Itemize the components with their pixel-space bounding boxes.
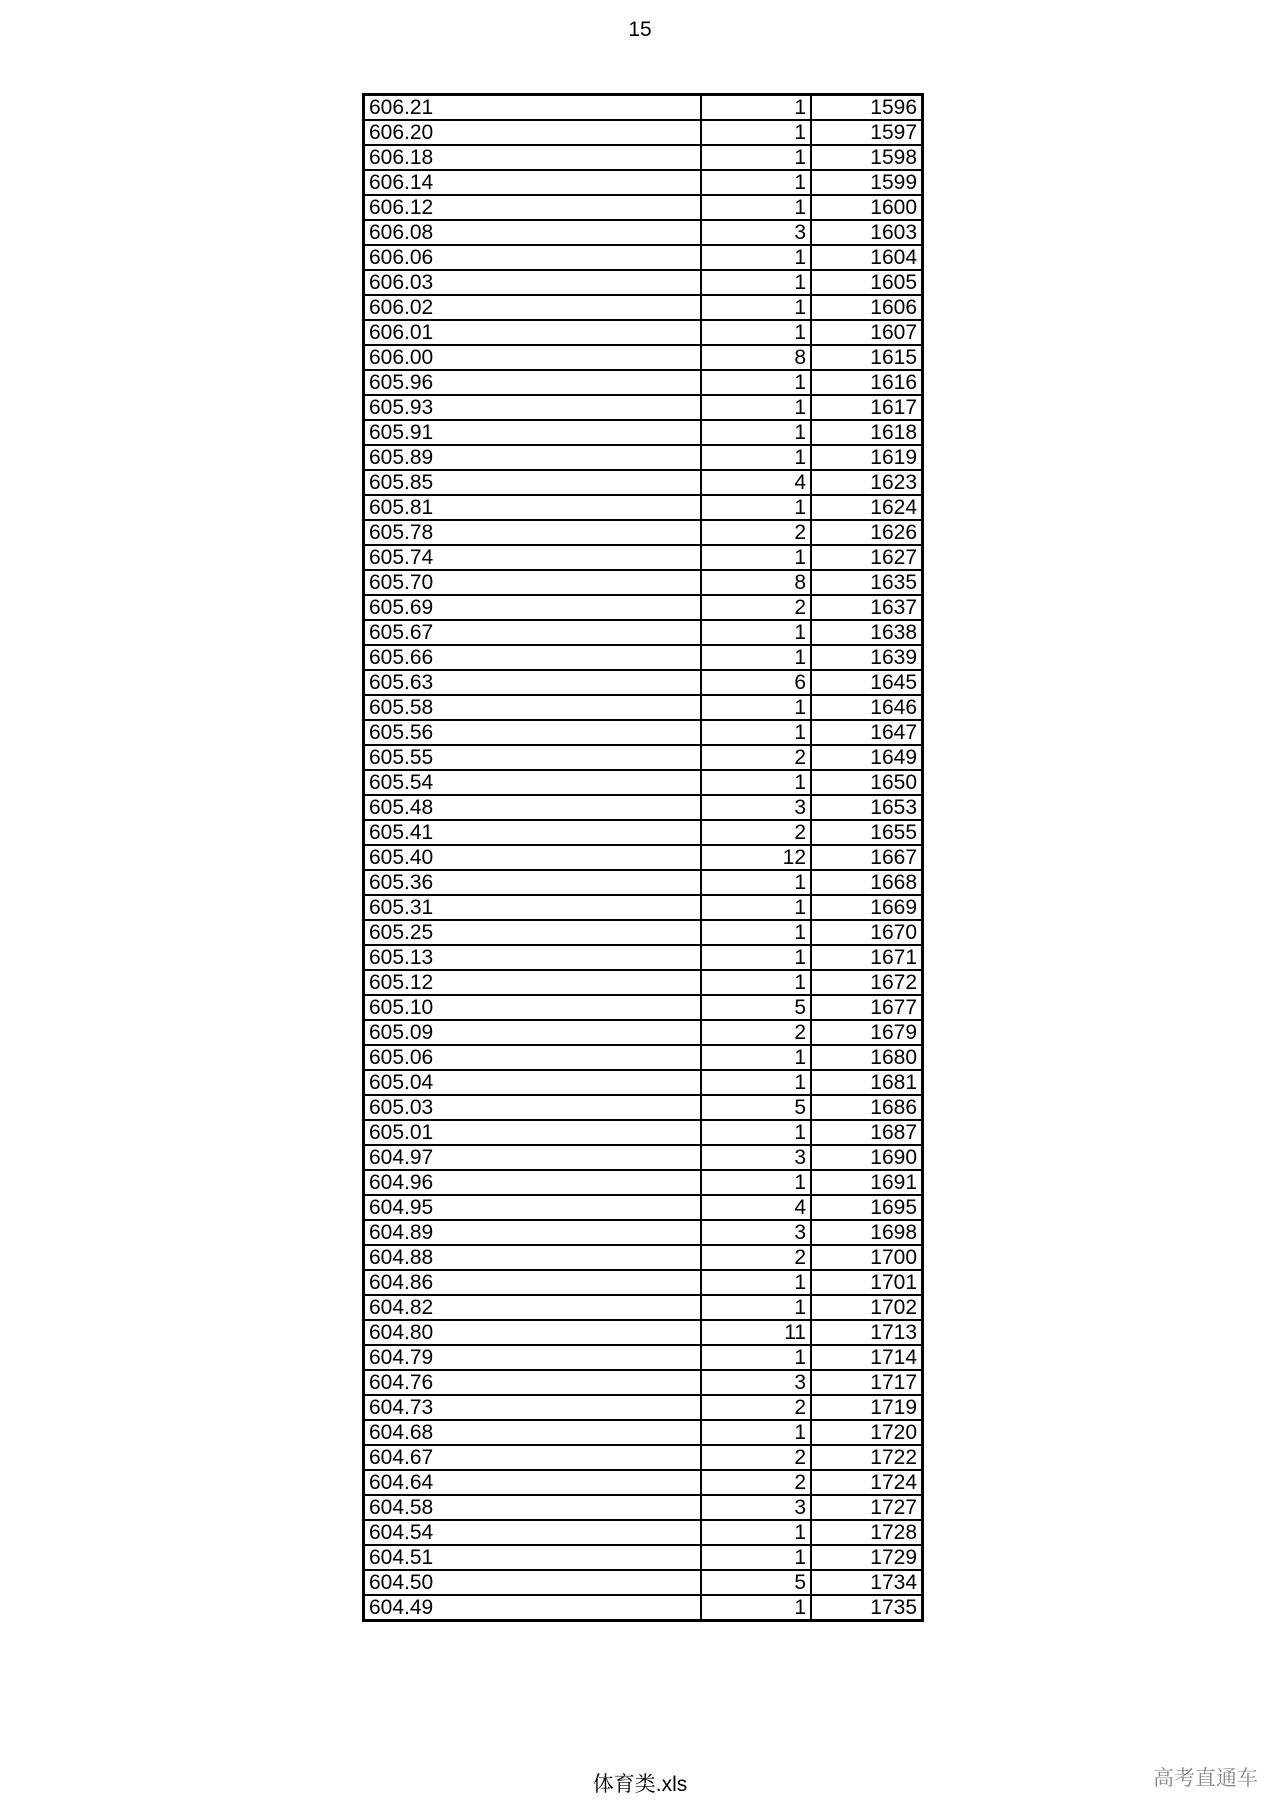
count-cell: 5 bbox=[701, 1095, 811, 1120]
table-row bbox=[364, 1495, 923, 1520]
score-cell: 605.69 bbox=[364, 595, 702, 620]
table-row bbox=[364, 445, 923, 470]
cumulative-cell: 1607 bbox=[811, 320, 923, 345]
count-cell: 1 bbox=[701, 920, 811, 945]
table-row bbox=[364, 1395, 923, 1420]
table-row bbox=[364, 945, 923, 970]
count-cell: 1 bbox=[701, 270, 811, 295]
table-row bbox=[364, 695, 923, 720]
score-cell: 605.41 bbox=[364, 820, 702, 845]
cumulative-cell: 1626 bbox=[811, 520, 923, 545]
count-cell: 3 bbox=[701, 1145, 811, 1170]
cumulative-cell: 1604 bbox=[811, 245, 923, 270]
count-cell: 2 bbox=[701, 1245, 811, 1270]
score-cell: 605.36 bbox=[364, 870, 702, 895]
cumulative-cell: 1606 bbox=[811, 295, 923, 320]
score-cell: 604.51 bbox=[364, 1545, 702, 1570]
score-cell: 604.88 bbox=[364, 1245, 702, 1270]
cumulative-cell: 1670 bbox=[811, 920, 923, 945]
table-row bbox=[364, 195, 923, 220]
cumulative-cell: 1603 bbox=[811, 220, 923, 245]
cumulative-cell: 1650 bbox=[811, 770, 923, 795]
count-cell: 1 bbox=[701, 370, 811, 395]
cumulative-cell: 1668 bbox=[811, 870, 923, 895]
table-row bbox=[364, 745, 923, 770]
count-cell: 1 bbox=[701, 1345, 811, 1370]
score-cell: 606.14 bbox=[364, 170, 702, 195]
score-cell: 604.95 bbox=[364, 1195, 702, 1220]
score-cell: 604.86 bbox=[364, 1270, 702, 1295]
score-cell: 606.00 bbox=[364, 345, 702, 370]
count-cell: 2 bbox=[701, 1445, 811, 1470]
count-cell: 1 bbox=[701, 95, 811, 121]
count-cell: 1 bbox=[701, 245, 811, 270]
table-row bbox=[364, 1195, 923, 1220]
count-cell: 3 bbox=[701, 1220, 811, 1245]
score-cell: 604.82 bbox=[364, 1295, 702, 1320]
cumulative-cell: 1714 bbox=[811, 1345, 923, 1370]
count-cell: 1 bbox=[701, 1420, 811, 1445]
score-cell: 605.09 bbox=[364, 1020, 702, 1045]
count-cell: 1 bbox=[701, 420, 811, 445]
score-cell: 605.81 bbox=[364, 495, 702, 520]
count-cell: 1 bbox=[701, 145, 811, 170]
score-cell: 605.91 bbox=[364, 420, 702, 445]
table-row bbox=[364, 1270, 923, 1295]
cumulative-cell: 1734 bbox=[811, 1570, 923, 1595]
score-cell: 605.70 bbox=[364, 570, 702, 595]
cumulative-cell: 1719 bbox=[811, 1395, 923, 1420]
table-row bbox=[364, 670, 923, 695]
count-cell: 1 bbox=[701, 445, 811, 470]
table-row bbox=[364, 270, 923, 295]
score-cell: 605.31 bbox=[364, 895, 702, 920]
count-cell: 2 bbox=[701, 745, 811, 770]
count-cell: 1 bbox=[701, 970, 811, 995]
table-row bbox=[364, 1045, 923, 1070]
score-cell: 605.56 bbox=[364, 720, 702, 745]
table-row bbox=[364, 145, 923, 170]
table-row bbox=[364, 870, 923, 895]
score-cell: 605.25 bbox=[364, 920, 702, 945]
count-cell: 1 bbox=[701, 1520, 811, 1545]
cumulative-cell: 1680 bbox=[811, 1045, 923, 1070]
score-cell: 605.96 bbox=[364, 370, 702, 395]
cumulative-cell: 1695 bbox=[811, 1195, 923, 1220]
table-row bbox=[364, 295, 923, 320]
score-cell: 604.89 bbox=[364, 1220, 702, 1245]
score-cell: 605.54 bbox=[364, 770, 702, 795]
score-cell: 605.55 bbox=[364, 745, 702, 770]
score-cell: 605.63 bbox=[364, 670, 702, 695]
count-cell: 1 bbox=[701, 645, 811, 670]
cumulative-cell: 1671 bbox=[811, 945, 923, 970]
table-row bbox=[364, 1545, 923, 1570]
watermark: 高考直通车 bbox=[1153, 1767, 1258, 1790]
footer-filename: 体育类.xls bbox=[592, 1773, 688, 1796]
table-row bbox=[364, 320, 923, 345]
count-cell: 1 bbox=[701, 120, 811, 145]
cumulative-cell: 1616 bbox=[811, 370, 923, 395]
cumulative-cell: 1615 bbox=[811, 345, 923, 370]
score-cell: 604.76 bbox=[364, 1370, 702, 1395]
cumulative-cell: 1724 bbox=[811, 1470, 923, 1495]
cumulative-cell: 1635 bbox=[811, 570, 923, 595]
table-row bbox=[364, 345, 923, 370]
score-cell: 605.74 bbox=[364, 545, 702, 570]
count-cell: 3 bbox=[701, 1370, 811, 1395]
score-cell: 604.50 bbox=[364, 1570, 702, 1595]
cumulative-cell: 1638 bbox=[811, 620, 923, 645]
score-cell: 605.04 bbox=[364, 1070, 702, 1095]
score-cell: 604.67 bbox=[364, 1445, 702, 1470]
cumulative-cell: 1700 bbox=[811, 1245, 923, 1270]
count-cell: 1 bbox=[701, 1595, 811, 1621]
count-cell: 8 bbox=[701, 570, 811, 595]
count-cell: 1 bbox=[701, 495, 811, 520]
table-row bbox=[364, 895, 923, 920]
table-row bbox=[364, 420, 923, 445]
table-row bbox=[364, 1370, 923, 1395]
cumulative-cell: 1619 bbox=[811, 445, 923, 470]
table-row bbox=[364, 720, 923, 745]
count-cell: 5 bbox=[701, 1570, 811, 1595]
table-row bbox=[364, 1070, 923, 1095]
score-cell: 606.21 bbox=[364, 95, 702, 121]
cumulative-cell: 1647 bbox=[811, 720, 923, 745]
table-row bbox=[364, 520, 923, 545]
cumulative-cell: 1645 bbox=[811, 670, 923, 695]
score-cell: 605.03 bbox=[364, 1095, 702, 1120]
score-cell: 605.48 bbox=[364, 795, 702, 820]
table-row bbox=[364, 1095, 923, 1120]
table-row bbox=[364, 570, 923, 595]
cumulative-cell: 1728 bbox=[811, 1520, 923, 1545]
count-cell: 5 bbox=[701, 995, 811, 1020]
count-cell: 2 bbox=[701, 820, 811, 845]
cumulative-cell: 1623 bbox=[811, 470, 923, 495]
score-cell: 605.10 bbox=[364, 995, 702, 1020]
table-row bbox=[364, 645, 923, 670]
score-cell: 606.02 bbox=[364, 295, 702, 320]
score-cell: 605.89 bbox=[364, 445, 702, 470]
score-cell: 605.40 bbox=[364, 845, 702, 870]
score-cell: 605.01 bbox=[364, 1120, 702, 1145]
cumulative-cell: 1598 bbox=[811, 145, 923, 170]
cumulative-cell: 1720 bbox=[811, 1420, 923, 1445]
table-row bbox=[364, 370, 923, 395]
table-row bbox=[364, 470, 923, 495]
table-row bbox=[364, 1320, 923, 1345]
cumulative-cell: 1627 bbox=[811, 545, 923, 570]
table-row bbox=[364, 395, 923, 420]
cumulative-cell: 1686 bbox=[811, 1095, 923, 1120]
score-cell: 606.03 bbox=[364, 270, 702, 295]
cumulative-cell: 1735 bbox=[811, 1595, 923, 1621]
table-row bbox=[364, 995, 923, 1020]
count-cell: 1 bbox=[701, 295, 811, 320]
table-row bbox=[364, 1570, 923, 1595]
cumulative-cell: 1599 bbox=[811, 170, 923, 195]
score-cell: 604.49 bbox=[364, 1595, 702, 1621]
table-row bbox=[364, 220, 923, 245]
count-cell: 1 bbox=[701, 620, 811, 645]
cumulative-cell: 1690 bbox=[811, 1145, 923, 1170]
cumulative-cell: 1596 bbox=[811, 95, 923, 121]
score-cell: 604.96 bbox=[364, 1170, 702, 1195]
cumulative-cell: 1597 bbox=[811, 120, 923, 145]
score-cell: 606.06 bbox=[364, 245, 702, 270]
cumulative-cell: 1722 bbox=[811, 1445, 923, 1470]
cumulative-cell: 1701 bbox=[811, 1270, 923, 1295]
cumulative-cell: 1691 bbox=[811, 1170, 923, 1195]
count-cell: 1 bbox=[701, 770, 811, 795]
count-cell: 1 bbox=[701, 1045, 811, 1070]
cumulative-cell: 1717 bbox=[811, 1370, 923, 1395]
table-row bbox=[364, 1245, 923, 1270]
count-cell: 1 bbox=[701, 870, 811, 895]
count-cell: 4 bbox=[701, 470, 811, 495]
score-cell: 606.08 bbox=[364, 220, 702, 245]
page-number: 15 bbox=[628, 18, 652, 41]
table-row bbox=[364, 845, 923, 870]
count-cell: 1 bbox=[701, 545, 811, 570]
score-cell: 606.18 bbox=[364, 145, 702, 170]
table-row bbox=[364, 1120, 923, 1145]
count-cell: 3 bbox=[701, 795, 811, 820]
table-row bbox=[364, 620, 923, 645]
cumulative-cell: 1672 bbox=[811, 970, 923, 995]
table-row bbox=[364, 545, 923, 570]
score-cell: 604.68 bbox=[364, 1420, 702, 1445]
cumulative-cell: 1727 bbox=[811, 1495, 923, 1520]
cumulative-cell: 1618 bbox=[811, 420, 923, 445]
count-cell: 3 bbox=[701, 220, 811, 245]
score-cell: 604.64 bbox=[364, 1470, 702, 1495]
count-cell: 2 bbox=[701, 595, 811, 620]
cumulative-cell: 1605 bbox=[811, 270, 923, 295]
cumulative-cell: 1713 bbox=[811, 1320, 923, 1345]
count-cell: 1 bbox=[701, 1170, 811, 1195]
cumulative-cell: 1653 bbox=[811, 795, 923, 820]
cumulative-cell: 1702 bbox=[811, 1295, 923, 1320]
table-row bbox=[364, 1470, 923, 1495]
count-cell: 11 bbox=[701, 1320, 811, 1345]
cumulative-cell: 1687 bbox=[811, 1120, 923, 1145]
score-cell: 606.20 bbox=[364, 120, 702, 145]
table-row bbox=[364, 920, 923, 945]
table-row bbox=[364, 970, 923, 995]
cumulative-cell: 1624 bbox=[811, 495, 923, 520]
score-cell: 604.73 bbox=[364, 1395, 702, 1420]
cumulative-cell: 1646 bbox=[811, 695, 923, 720]
count-cell: 1 bbox=[701, 320, 811, 345]
count-cell: 2 bbox=[701, 1395, 811, 1420]
table-row bbox=[364, 1220, 923, 1245]
count-cell: 1 bbox=[701, 1270, 811, 1295]
cumulative-cell: 1698 bbox=[811, 1220, 923, 1245]
table-row bbox=[364, 595, 923, 620]
score-cell: 604.54 bbox=[364, 1520, 702, 1545]
count-cell: 3 bbox=[701, 1495, 811, 1520]
score-cell: 604.79 bbox=[364, 1345, 702, 1370]
count-cell: 6 bbox=[701, 670, 811, 695]
table-row bbox=[364, 1295, 923, 1320]
count-cell: 12 bbox=[701, 845, 811, 870]
count-cell: 4 bbox=[701, 1195, 811, 1220]
count-cell: 1 bbox=[701, 1295, 811, 1320]
cumulative-cell: 1681 bbox=[811, 1070, 923, 1095]
count-cell: 1 bbox=[701, 1120, 811, 1145]
score-table bbox=[362, 93, 924, 1622]
count-cell: 1 bbox=[701, 1070, 811, 1095]
cumulative-cell: 1667 bbox=[811, 845, 923, 870]
cumulative-cell: 1669 bbox=[811, 895, 923, 920]
score-cell: 605.66 bbox=[364, 645, 702, 670]
cumulative-cell: 1637 bbox=[811, 595, 923, 620]
score-cell: 604.80 bbox=[364, 1320, 702, 1345]
score-table-body bbox=[364, 95, 923, 1621]
score-cell: 605.93 bbox=[364, 395, 702, 420]
score-cell: 605.85 bbox=[364, 470, 702, 495]
cumulative-cell: 1600 bbox=[811, 195, 923, 220]
table-row bbox=[364, 120, 923, 145]
cumulative-cell: 1677 bbox=[811, 995, 923, 1020]
table-row bbox=[364, 795, 923, 820]
count-cell: 8 bbox=[701, 345, 811, 370]
count-cell: 1 bbox=[701, 695, 811, 720]
count-cell: 2 bbox=[701, 520, 811, 545]
score-cell: 606.01 bbox=[364, 320, 702, 345]
table-row bbox=[364, 1520, 923, 1545]
table-row bbox=[364, 770, 923, 795]
score-cell: 606.12 bbox=[364, 195, 702, 220]
count-cell: 1 bbox=[701, 395, 811, 420]
count-cell: 1 bbox=[701, 895, 811, 920]
score-cell: 605.06 bbox=[364, 1045, 702, 1070]
table-row bbox=[364, 1145, 923, 1170]
table-row bbox=[364, 1170, 923, 1195]
score-cell: 605.78 bbox=[364, 520, 702, 545]
table-row bbox=[364, 245, 923, 270]
table-row bbox=[364, 95, 923, 121]
count-cell: 2 bbox=[701, 1020, 811, 1045]
cumulative-cell: 1617 bbox=[811, 395, 923, 420]
count-cell: 2 bbox=[701, 1470, 811, 1495]
table-row bbox=[364, 1020, 923, 1045]
table-row bbox=[364, 495, 923, 520]
score-cell: 604.58 bbox=[364, 1495, 702, 1520]
table-row bbox=[364, 820, 923, 845]
table-row bbox=[364, 1420, 923, 1445]
table-row bbox=[364, 170, 923, 195]
cumulative-cell: 1655 bbox=[811, 820, 923, 845]
count-cell: 1 bbox=[701, 1545, 811, 1570]
score-cell: 605.12 bbox=[364, 970, 702, 995]
count-cell: 1 bbox=[701, 945, 811, 970]
score-cell: 605.13 bbox=[364, 945, 702, 970]
score-cell: 605.67 bbox=[364, 620, 702, 645]
cumulative-cell: 1639 bbox=[811, 645, 923, 670]
cumulative-cell: 1729 bbox=[811, 1545, 923, 1570]
table-row bbox=[364, 1345, 923, 1370]
table-row bbox=[364, 1445, 923, 1470]
score-cell: 604.97 bbox=[364, 1145, 702, 1170]
score-cell: 605.58 bbox=[364, 695, 702, 720]
count-cell: 1 bbox=[701, 720, 811, 745]
count-cell: 1 bbox=[701, 170, 811, 195]
cumulative-cell: 1679 bbox=[811, 1020, 923, 1045]
count-cell: 1 bbox=[701, 195, 811, 220]
table-row bbox=[364, 1595, 923, 1621]
cumulative-cell: 1649 bbox=[811, 745, 923, 770]
